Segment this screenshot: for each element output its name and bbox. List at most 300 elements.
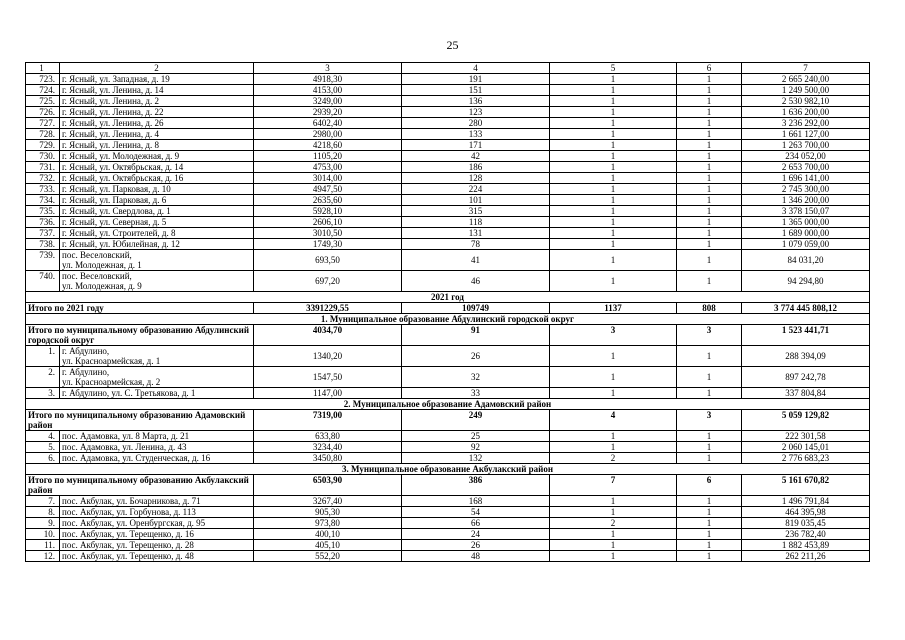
row-number: 736. (26, 217, 60, 228)
cost-cell: 1 249 500,00 (742, 85, 870, 96)
address-cell (60, 540, 254, 551)
address-line: ул. Красноармейская, д. 1 (62, 356, 161, 366)
area-cell: 3391229,55 (254, 303, 402, 314)
table-row (26, 507, 870, 518)
row-number: 723. (26, 74, 60, 85)
table-row (26, 173, 870, 184)
address-cell (60, 529, 254, 540)
value-cell: 1 (550, 346, 677, 367)
row-number: 734. (26, 195, 60, 206)
address-cell (60, 271, 254, 292)
value-cell: 1 (550, 107, 677, 118)
value-cell: 7 (550, 475, 677, 496)
address-cell (60, 518, 254, 529)
year-heading: 2021 год (26, 292, 870, 303)
year-heading-row (26, 292, 870, 303)
value-cell: 191 (402, 74, 550, 85)
cost-cell: 1 263 700,00 (742, 140, 870, 151)
value-cell: 1 (677, 140, 742, 151)
value-cell: 1 (550, 496, 677, 507)
table-row (26, 442, 870, 453)
table-row (26, 195, 870, 206)
table-row (26, 206, 870, 217)
cost-cell: 1 079 059,00 (742, 239, 870, 250)
value-cell: 3 (677, 325, 742, 346)
row-number: 737. (26, 228, 60, 239)
value-cell: 1 (550, 367, 677, 388)
value-cell: 280 (402, 118, 550, 129)
cost-cell: 288 394,09 (742, 346, 870, 367)
value-cell: 1 (550, 228, 677, 239)
address-cell: г. Ясный, ул. Ленина, д. 4 (60, 129, 254, 140)
value-cell: 26 (402, 540, 550, 551)
address-line: пос. Акбулак, ул. Терещенко, д. 28 (62, 540, 194, 550)
value-cell: 1 (677, 271, 742, 292)
row-number: 4. (26, 431, 60, 442)
value-cell: 1 (550, 442, 677, 453)
row-number: 3. (26, 388, 60, 399)
value-cell: 101 (402, 195, 550, 206)
row-number: 727. (26, 118, 60, 129)
value-cell: 48 (402, 551, 550, 562)
area-cell: 6503,90 (254, 475, 402, 496)
value-cell: 1 (677, 129, 742, 140)
value-cell: 1 (677, 206, 742, 217)
table-row (26, 129, 870, 140)
value-cell: 151 (402, 85, 550, 96)
value-cell: 1 (677, 96, 742, 107)
table-row (26, 151, 870, 162)
value-cell: 1 (550, 85, 677, 96)
cost-cell: 234 052,00 (742, 151, 870, 162)
cost-cell: 2 653 700,00 (742, 162, 870, 173)
column-number-cell: 6 (677, 63, 742, 74)
area-cell: 905,30 (254, 507, 402, 518)
area-cell: 3234,40 (254, 442, 402, 453)
address-line: пос. Акбулак, ул. Терещенко, д. 48 (62, 551, 194, 561)
column-number-cell: 5 (550, 63, 677, 74)
cost-cell: 236 782,40 (742, 529, 870, 540)
area-cell: 3010,50 (254, 228, 402, 239)
address-line: г. Абдулино, (62, 346, 110, 356)
table-row (26, 367, 870, 388)
value-cell: 1 (550, 195, 677, 206)
area-cell: 697,20 (254, 271, 402, 292)
address-cell: г. Ясный, ул. Парковая, д. 6 (60, 195, 254, 206)
address-cell: г. Ясный, ул. Юбилейная, д. 12 (60, 239, 254, 250)
address-cell: г. Ясный, ул. Западная, д. 19 (60, 74, 254, 85)
value-cell: 1 (550, 540, 677, 551)
cost-cell: 819 035,45 (742, 518, 870, 529)
value-cell: 1 (550, 250, 677, 271)
area-cell: 3014,00 (254, 173, 402, 184)
table-row (26, 431, 870, 442)
cost-cell: 3 236 292,00 (742, 118, 870, 129)
table-row (26, 388, 870, 399)
value-cell: 46 (402, 271, 550, 292)
value-cell: 1 (677, 151, 742, 162)
value-cell: 1 (677, 74, 742, 85)
table-row (26, 540, 870, 551)
row-number: 733. (26, 184, 60, 195)
value-cell: 1 (550, 271, 677, 292)
value-cell: 1 (677, 367, 742, 388)
address-cell: г. Ясный, ул. Ленина, д. 26 (60, 118, 254, 129)
address-cell (60, 346, 254, 367)
address-line: пос. Акбулак, ул. Терещенко, д. 16 (62, 529, 194, 539)
value-cell: 1 (550, 551, 677, 562)
value-cell: 24 (402, 529, 550, 540)
row-number: 725. (26, 96, 60, 107)
value-cell: 1 (677, 85, 742, 96)
cost-cell: 84 031,20 (742, 250, 870, 271)
value-cell: 32 (402, 367, 550, 388)
cost-cell: 2 665 240,00 (742, 74, 870, 85)
table-row (26, 85, 870, 96)
address-cell (60, 507, 254, 518)
year-total-label: Итого по 2021 году (26, 303, 254, 314)
table-row (26, 551, 870, 562)
row-number: 740. (26, 271, 60, 292)
value-cell: 6 (677, 475, 742, 496)
value-cell: 1 (550, 206, 677, 217)
table-row (26, 217, 870, 228)
value-cell: 3 (677, 410, 742, 431)
cost-cell: 464 395,98 (742, 507, 870, 518)
row-number: 739. (26, 250, 60, 271)
value-cell: 1 (550, 96, 677, 107)
value-cell: 1 (550, 74, 677, 85)
row-number: 11. (26, 540, 60, 551)
section-title-row (26, 314, 870, 325)
area-cell: 6402,40 (254, 118, 402, 129)
cost-cell: 1 882 453,89 (742, 540, 870, 551)
address-cell (60, 496, 254, 507)
address-line: пос. Акбулак, ул. Оренбургская, д. 95 (62, 518, 206, 528)
cost-cell: 1 689 000,00 (742, 228, 870, 239)
section-subtotal-row (26, 475, 870, 496)
value-cell: 186 (402, 162, 550, 173)
value-cell: 1 (677, 453, 742, 464)
value-cell: 1 (550, 151, 677, 162)
value-cell: 92 (402, 442, 550, 453)
value-cell: 1 (550, 118, 677, 129)
row-number: 738. (26, 239, 60, 250)
address-line: ул. Молодежная, д. 9 (62, 281, 142, 291)
value-cell: 808 (677, 303, 742, 314)
cost-cell: 1 636 200,00 (742, 107, 870, 118)
area-cell: 5928,10 (254, 206, 402, 217)
value-cell: 1 (550, 388, 677, 399)
value-cell: 315 (402, 206, 550, 217)
column-number-cell: 1 (26, 63, 60, 74)
area-cell: 2635,60 (254, 195, 402, 206)
area-cell: 552,20 (254, 551, 402, 562)
section-title-row (26, 464, 870, 475)
value-cell: 1 (550, 431, 677, 442)
area-cell: 4947,50 (254, 184, 402, 195)
address-cell: г. Ясный, ул. Молодежная, д. 9 (60, 151, 254, 162)
column-number-cell: 2 (60, 63, 254, 74)
address-line: пос. Веселовский, (62, 250, 132, 260)
address-cell (60, 442, 254, 453)
value-cell: 1 (677, 250, 742, 271)
address-cell: г. Ясный, ул. Свердлова, д. 1 (60, 206, 254, 217)
row-number: 12. (26, 551, 60, 562)
value-cell: 1 (550, 140, 677, 151)
table-row (26, 162, 870, 173)
value-cell: 2 (550, 453, 677, 464)
row-number: 10. (26, 529, 60, 540)
table-row (26, 107, 870, 118)
value-cell: 1 (550, 129, 677, 140)
value-cell: 171 (402, 140, 550, 151)
address-cell: г. Ясный, ул. Октябрьская, д. 14 (60, 162, 254, 173)
value-cell: 1 (677, 507, 742, 518)
value-cell: 249 (402, 410, 550, 431)
address-line: г. Абдулино, (62, 367, 110, 377)
table-row (26, 453, 870, 464)
area-cell: 693,50 (254, 250, 402, 271)
table-row (26, 96, 870, 107)
value-cell: 33 (402, 388, 550, 399)
section-title-row (26, 399, 870, 410)
value-cell: 1 (677, 496, 742, 507)
table-row (26, 118, 870, 129)
address-cell: г. Ясный, ул. Ленина, д. 14 (60, 85, 254, 96)
table-row (26, 518, 870, 529)
cost-cell: 1 696 141,00 (742, 173, 870, 184)
row-number: 735. (26, 206, 60, 217)
value-cell: 1 (677, 518, 742, 529)
address-cell: г. Ясный, ул. Октябрьская, д. 16 (60, 173, 254, 184)
section-subtotal-row (26, 325, 870, 346)
value-cell: 123 (402, 107, 550, 118)
address-cell (60, 250, 254, 271)
address-cell (60, 367, 254, 388)
area-cell: 2939,20 (254, 107, 402, 118)
area-cell: 405,10 (254, 540, 402, 551)
value-cell: 224 (402, 184, 550, 195)
value-cell: 91 (402, 325, 550, 346)
value-cell: 1 (677, 195, 742, 206)
section-subtotal-row (26, 410, 870, 431)
address-cell (60, 388, 254, 399)
row-number: 726. (26, 107, 60, 118)
table-row (26, 529, 870, 540)
table-row (26, 271, 870, 292)
value-cell: 109749 (402, 303, 550, 314)
value-cell: 25 (402, 431, 550, 442)
value-cell: 2 (550, 518, 677, 529)
area-cell: 973,80 (254, 518, 402, 529)
area-cell: 4034,70 (254, 325, 402, 346)
address-cell (60, 431, 254, 442)
address-cell: г. Ясный, ул. Ленина, д. 2 (60, 96, 254, 107)
area-cell: 3450,80 (254, 453, 402, 464)
year-total-row (26, 303, 870, 314)
area-cell: 2980,00 (254, 129, 402, 140)
address-line: г. Абдулино, ул. С. Третьякова, д. 1 (62, 388, 196, 398)
value-cell: 1 (550, 173, 677, 184)
row-number: 6. (26, 453, 60, 464)
address-line: пос. Адамовка, ул. 8 Марта, д. 21 (62, 431, 190, 441)
area-cell: 1105,20 (254, 151, 402, 162)
value-cell: 1 (677, 118, 742, 129)
area-cell: 4753,00 (254, 162, 402, 173)
row-number: 7. (26, 496, 60, 507)
value-cell: 1 (677, 431, 742, 442)
column-number-row (26, 63, 870, 74)
row-number: 5. (26, 442, 60, 453)
value-cell: 1 (677, 162, 742, 173)
value-cell: 133 (402, 129, 550, 140)
table-row (26, 346, 870, 367)
cost-cell: 262 211,26 (742, 551, 870, 562)
value-cell: 1 (677, 529, 742, 540)
cost-cell: 2 530 982,10 (742, 96, 870, 107)
address-cell: г. Ясный, ул. Строителей, д. 8 (60, 228, 254, 239)
page-number: 25 (446, 38, 459, 52)
row-number: 1. (26, 346, 60, 367)
address-line: пос. Адамовка, ул. Студенческая, д. 16 (62, 453, 211, 463)
value-cell: 1 (550, 507, 677, 518)
value-cell: 1 (677, 107, 742, 118)
table-row (26, 74, 870, 85)
address-cell: г. Ясный, ул. Северная, д. 5 (60, 217, 254, 228)
section-title: 1. Муниципальное образование Абдулинский городской округ (26, 314, 870, 325)
address-cell: г. Ясный, ул. Ленина, д. 22 (60, 107, 254, 118)
area-cell: 7319,00 (254, 410, 402, 431)
value-cell: 4 (550, 410, 677, 431)
address-line: пос. Акбулак, ул. Горбунова, д. 113 (62, 507, 196, 517)
row-number: 732. (26, 173, 60, 184)
row-number: 729. (26, 140, 60, 151)
value-cell: 26 (402, 346, 550, 367)
area-cell: 2606,10 (254, 217, 402, 228)
value-cell: 1 (550, 184, 677, 195)
value-cell: 118 (402, 217, 550, 228)
cost-cell: 897 242,78 (742, 367, 870, 388)
area-cell: 400,10 (254, 529, 402, 540)
cost-cell: 1 496 791,84 (742, 496, 870, 507)
value-cell: 1 (550, 162, 677, 173)
value-cell: 1 (677, 551, 742, 562)
value-cell: 1 (677, 442, 742, 453)
value-cell: 132 (402, 453, 550, 464)
cost-cell: 222 301,58 (742, 431, 870, 442)
value-cell: 1 (550, 217, 677, 228)
address-cell: г. Ясный, ул. Парковая, д. 10 (60, 184, 254, 195)
area-cell: 3249,00 (254, 96, 402, 107)
table-row (26, 228, 870, 239)
value-cell: 78 (402, 239, 550, 250)
value-cell: 1 (550, 529, 677, 540)
cost-cell: 1 365 000,00 (742, 217, 870, 228)
row-number: 724. (26, 85, 60, 96)
cost-cell: 5 161 670,82 (742, 475, 870, 496)
area-cell: 1749,30 (254, 239, 402, 250)
value-cell: 54 (402, 507, 550, 518)
row-number: 730. (26, 151, 60, 162)
address-line: ул. Красноармейская, д. 2 (62, 377, 161, 387)
cost-cell: 2 776 683,23 (742, 453, 870, 464)
value-cell: 1 (677, 540, 742, 551)
address-line: пос. Адамовка, ул. Ленина, д. 43 (62, 442, 187, 452)
table-row (26, 496, 870, 507)
cost-cell: 3 774 445 808,12 (742, 303, 870, 314)
row-number: 2. (26, 367, 60, 388)
table-row (26, 239, 870, 250)
value-cell: 1 (677, 239, 742, 250)
area-cell: 1547,50 (254, 367, 402, 388)
address-cell (60, 551, 254, 562)
row-number: 728. (26, 129, 60, 140)
table-row (26, 184, 870, 195)
value-cell: 168 (402, 496, 550, 507)
subtotal-label: Итого по муниципальному образованию Акбулакский район (26, 475, 254, 496)
cost-cell: 2 060 145,01 (742, 442, 870, 453)
value-cell: 128 (402, 173, 550, 184)
address-line: пос. Веселовский, (62, 271, 132, 281)
value-cell: 386 (402, 475, 550, 496)
row-number: 8. (26, 507, 60, 518)
table-row (26, 250, 870, 271)
value-cell: 41 (402, 250, 550, 271)
cost-cell: 1 661 127,00 (742, 129, 870, 140)
value-cell: 1 (677, 346, 742, 367)
area-cell: 4218,60 (254, 140, 402, 151)
cost-cell: 1 523 441,71 (742, 325, 870, 346)
value-cell: 42 (402, 151, 550, 162)
row-number: 9. (26, 518, 60, 529)
area-cell: 1147,00 (254, 388, 402, 399)
value-cell: 66 (402, 518, 550, 529)
address-line: пос. Акбулак, ул. Бочарникова, д. 71 (62, 496, 201, 506)
value-cell: 1137 (550, 303, 677, 314)
value-cell: 131 (402, 228, 550, 239)
section-title: 3. Муниципальное образование Акбулакский район (26, 464, 870, 475)
area-cell: 4153,00 (254, 85, 402, 96)
value-cell: 1 (677, 217, 742, 228)
cost-cell: 2 745 300,00 (742, 184, 870, 195)
area-cell: 633,80 (254, 431, 402, 442)
value-cell: 1 (677, 184, 742, 195)
value-cell: 136 (402, 96, 550, 107)
row-number: 731. (26, 162, 60, 173)
value-cell: 1 (677, 173, 742, 184)
cost-cell: 5 059 129,82 (742, 410, 870, 431)
address-cell: г. Ясный, ул. Ленина, д. 8 (60, 140, 254, 151)
value-cell: 1 (677, 228, 742, 239)
area-cell: 3267,40 (254, 496, 402, 507)
address-cell (60, 453, 254, 464)
column-number-cell: 3 (254, 63, 402, 74)
column-number-cell: 7 (742, 63, 870, 74)
value-cell: 3 (550, 325, 677, 346)
cost-cell: 3 378 150,07 (742, 206, 870, 217)
table-row (26, 140, 870, 151)
area-cell: 1340,20 (254, 346, 402, 367)
address-line: ул. Молодежная, д. 1 (62, 260, 142, 270)
value-cell: 1 (550, 239, 677, 250)
section-title: 2. Муниципальное образование Адамовский район (26, 399, 870, 410)
column-number-cell: 4 (402, 63, 550, 74)
subtotal-label: Итого по муниципальному образованию Абдулинский городской округ (26, 325, 254, 346)
value-cell: 1 (677, 388, 742, 399)
apartment-table (25, 62, 870, 562)
area-cell: 4918,30 (254, 74, 402, 85)
